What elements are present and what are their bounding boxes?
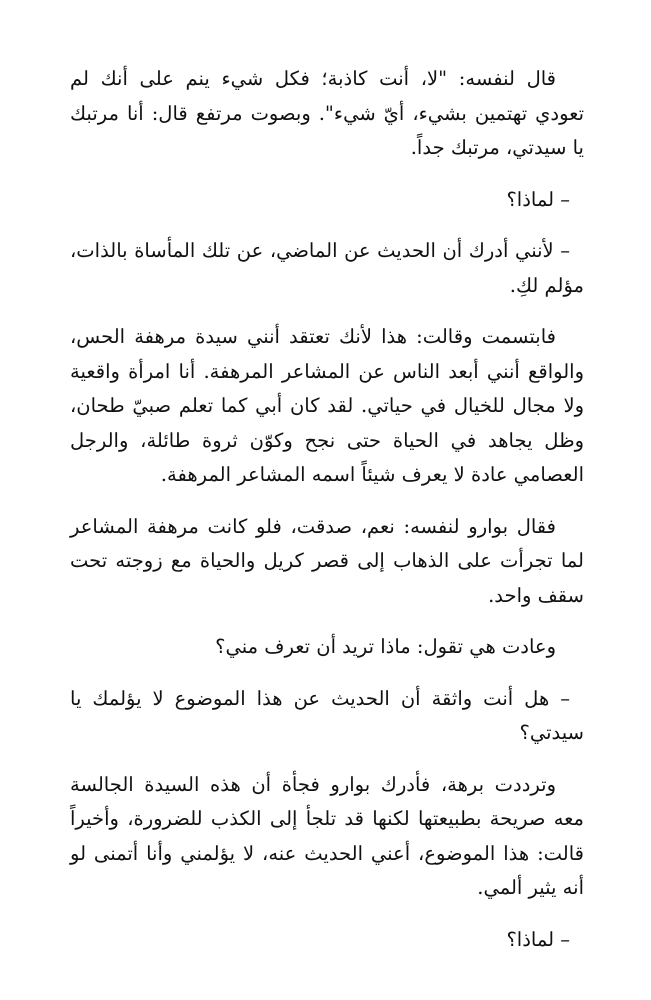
paragraph: قال لنفسه: "لا، أنت كاذبة؛ فكل شيء ينم على أنك لم تعودي تهتمين بشيء، أيّ شيء". وبصوت مرتفع قال: أنا مرتبك يا سيدتي، مرتبك جداً. [70,67,584,159]
paragraph: وعادت هي تقول: ماذا تريد أن تعرف مني؟ [215,635,556,658]
paragraph: – لأنني أدرك أن الحديث عن الماضي، عن تلك المأساة بالذات، مؤلم لكِ. [70,239,584,297]
paragraph: وترددت برهة، فأدرك بوارو فجأة أن هذه السيدة الجالسة معه صريحة بطبيعتها لكنها قد تلجأ إلى الكذب للضرورة، وأخيراً قالت: هذا الموضوع، أعني الحديث عنه، لا يؤلمني وأنا أتمنى لو أنه يثير ألمي. [70,772,584,899]
paragraph: – لماذا؟ [506,927,570,951]
paragraph: – لماذا؟ [506,187,570,211]
paragraph: فابتسمت وقالت: هذا لأنك تعتقد أنني سيدة مرهفة الحس، والواقع أنني أبعد الناس عن المشاعر المرهفة. أنا امرأة واقعية ولا مجال للخيال في حياتي. لقد كان أبي كما تعلم صبيّ طحان، وظل يجاهد في الحياة حتى نجح وكوّن ثروة طائلة، والرجل العصامي عادة لا يعرف شيئاً اسمه المشاعر المرهفة. [70,325,584,486]
paragraph: فقال بوارو لنفسه: نعم، صدقت، فلو كانت مرهفة المشاعر لما تجرأت على الذهاب إلى قصر كريل والحياة مع زوجته تحت سقف واحد. [70,514,584,607]
book-page [70,62,584,974]
paragraph: – هل أنت واثقة أن الحديث عن هذا الموضوع لا يؤلمك يا سيدتي؟ [70,686,584,744]
